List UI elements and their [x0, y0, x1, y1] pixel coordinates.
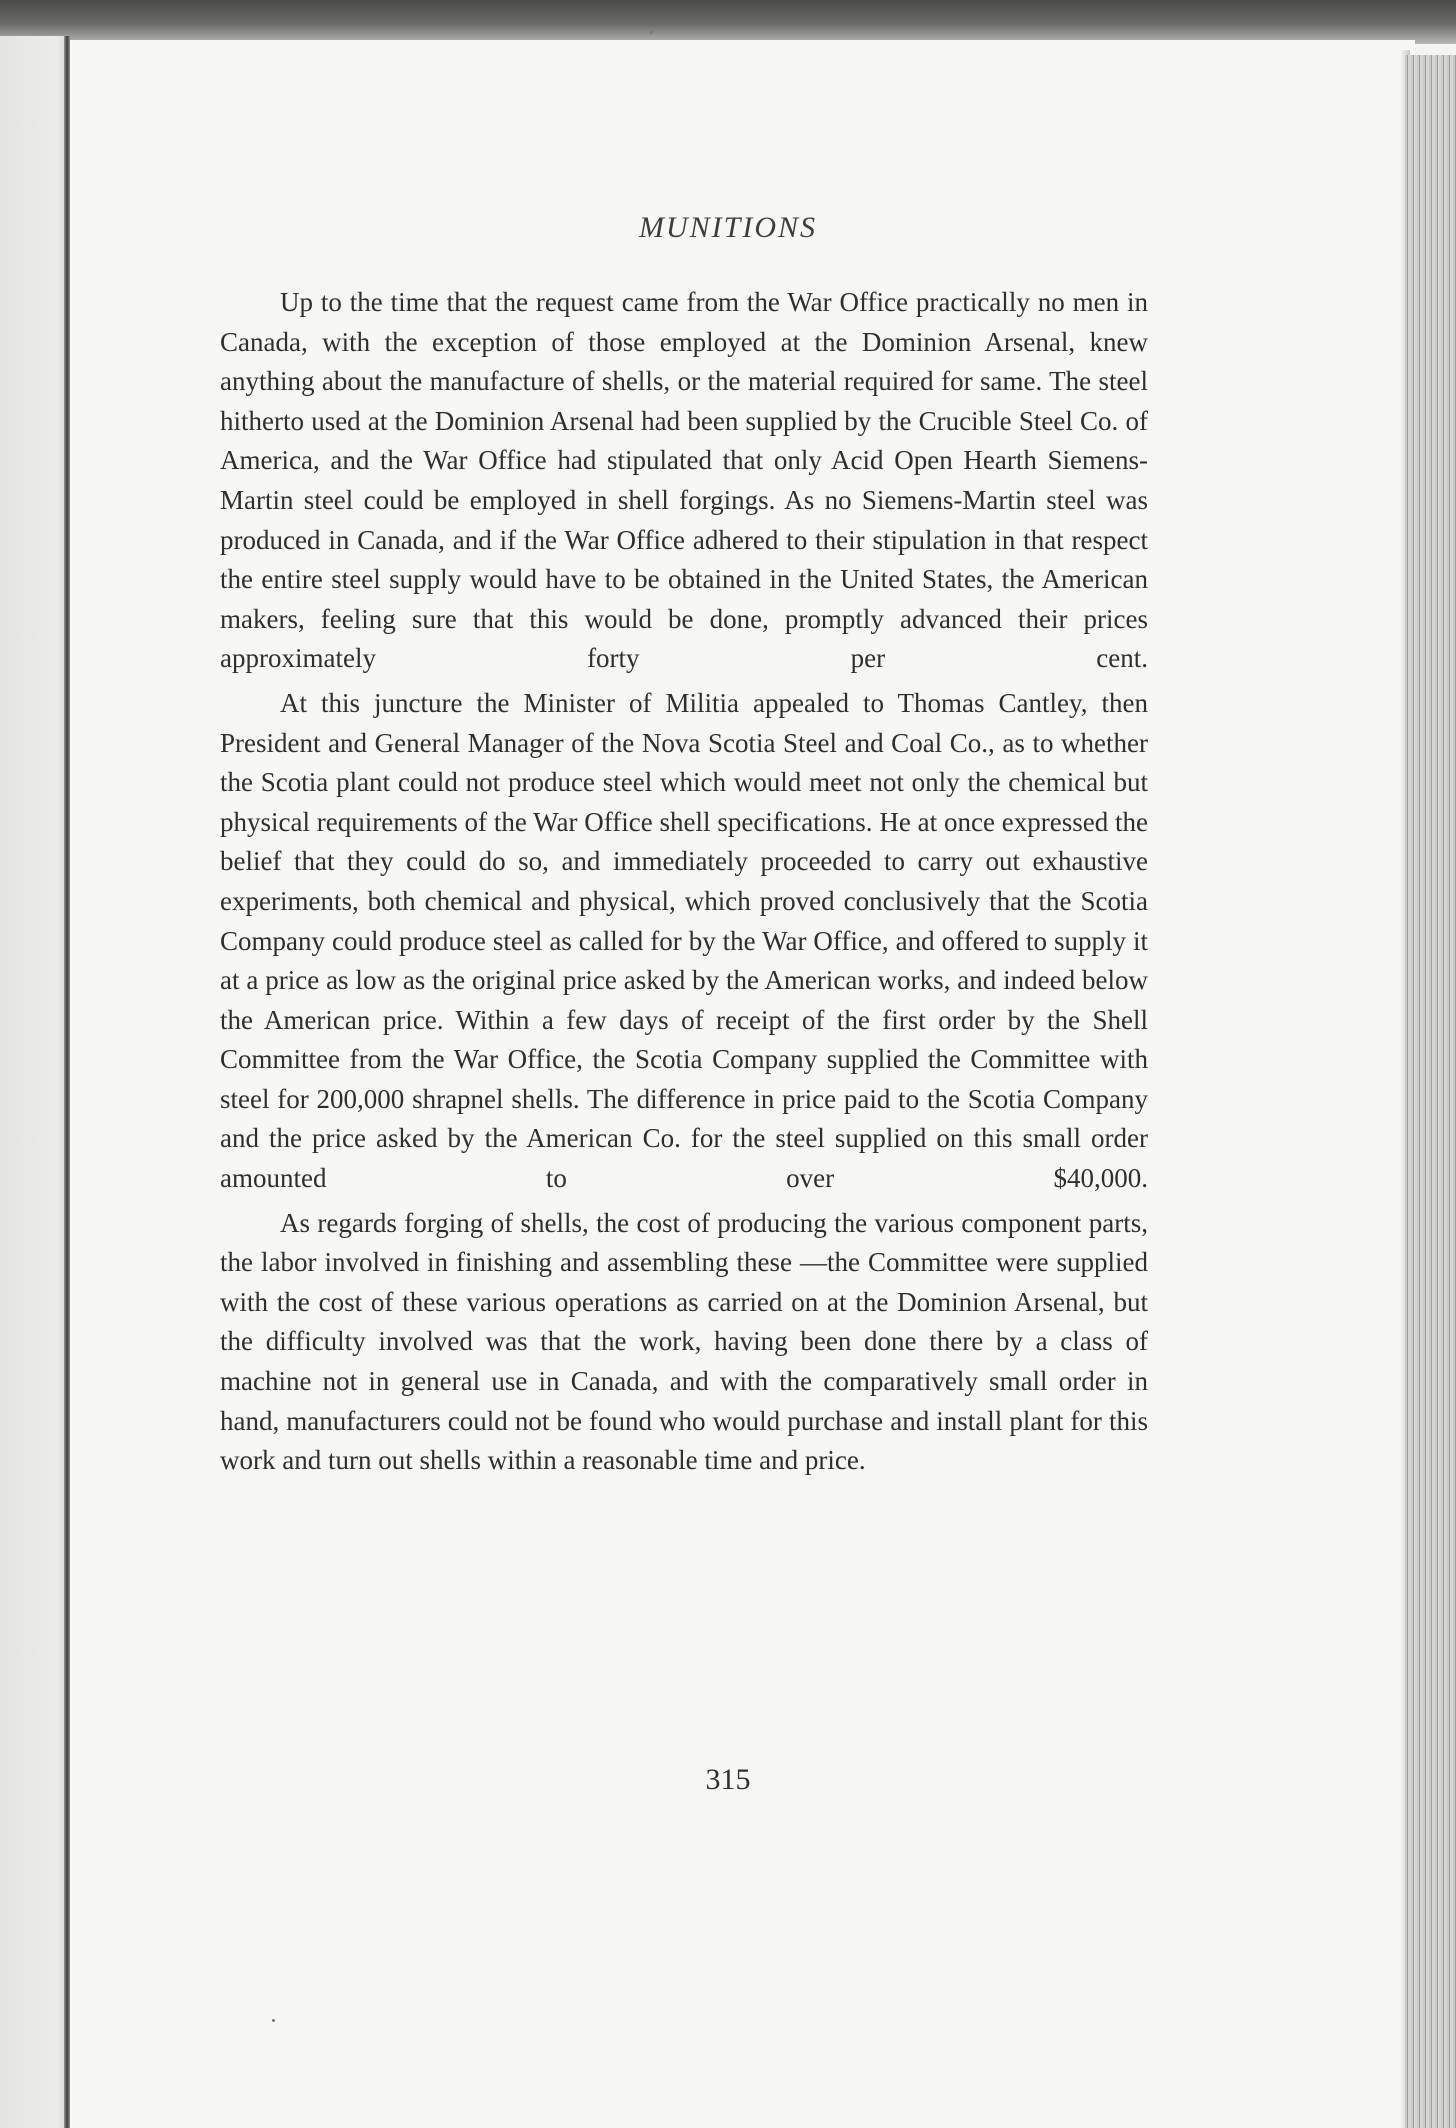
- paragraph-scotia-company: At this juncture the Minister of Militia appealed to Thomas Cantley, then President and General Manager of the Nova Scotia Steel and Coal Co., as to whether the Scotia plant could not produce steel which would meet not only the chemical but physical requirements of the War Office shell specifications. He at once expressed the belief that they could do so, and immediately proceeded to carry out exhaustive experiments, both chemical and physical, which proved conclusively that the Scotia Company could produce steel as called for by the War Office, and offered to supply it at a price as low as the original price asked by the American works, and indeed below the American price. Within a few days of receipt of the first order by the Shell Committee from the War Office, the Scotia Company supplied the Committee with steel for 200,000 shrapnel shells. The difference in price paid to the Scotia Company and the price asked by the American Co. for the steel supplied on this small order amounted to over $40,000.: [220, 687, 1148, 1194]
- book-gutter: [64, 36, 70, 2128]
- page-stack-edge: [1405, 55, 1456, 2128]
- running-head: MUNITIONS: [638, 211, 817, 244]
- dust-speck: [272, 2019, 275, 2022]
- paragraph-steel-supply: Up to the time that the request came from the War Office practically no men in Canada, with the exception of those employed at the Dominion Arsenal, knew anything about the manufacture of shells, or the material required for same. The steel hitherto used at the Dominion Arsenal had been supplied by the Crucible Steel Co. of America, and the War Office had stipulated that only Acid Open Hearth Siemens-Martin steel could be employed in shell forgings. As no Siemens-Martin steel was produced in Canada, and if the War Office adhered to their stipulation in that respect the entire steel supply would have to be obtained in the United States, the American makers, feeling sure that this would be done, promptly advanced their prices approximately forty per cent.: [220, 287, 1148, 674]
- body-text: [220, 283, 1148, 1481]
- facing-page-edge: [0, 36, 70, 2128]
- dust-speck: [650, 31, 653, 34]
- page-number: 315: [705, 1763, 751, 1796]
- paragraph-forging-shells: As regards forging of shells, the cost of producing the various component parts, the labor involved in finishing and assembling these —the Committee were supplied with the cost of these various operations as carried on at the Dominion Arsenal, but the difficulty involved was that the work, having been done there by a class of machine not in general use in Canada, and with the comparatively small order in hand, manufacturers could not be found who would purchase and install plant for this work and turn out shells within a reasonable time and price.: [220, 1207, 1148, 1476]
- scan-top-shadow: [0, 0, 1456, 44]
